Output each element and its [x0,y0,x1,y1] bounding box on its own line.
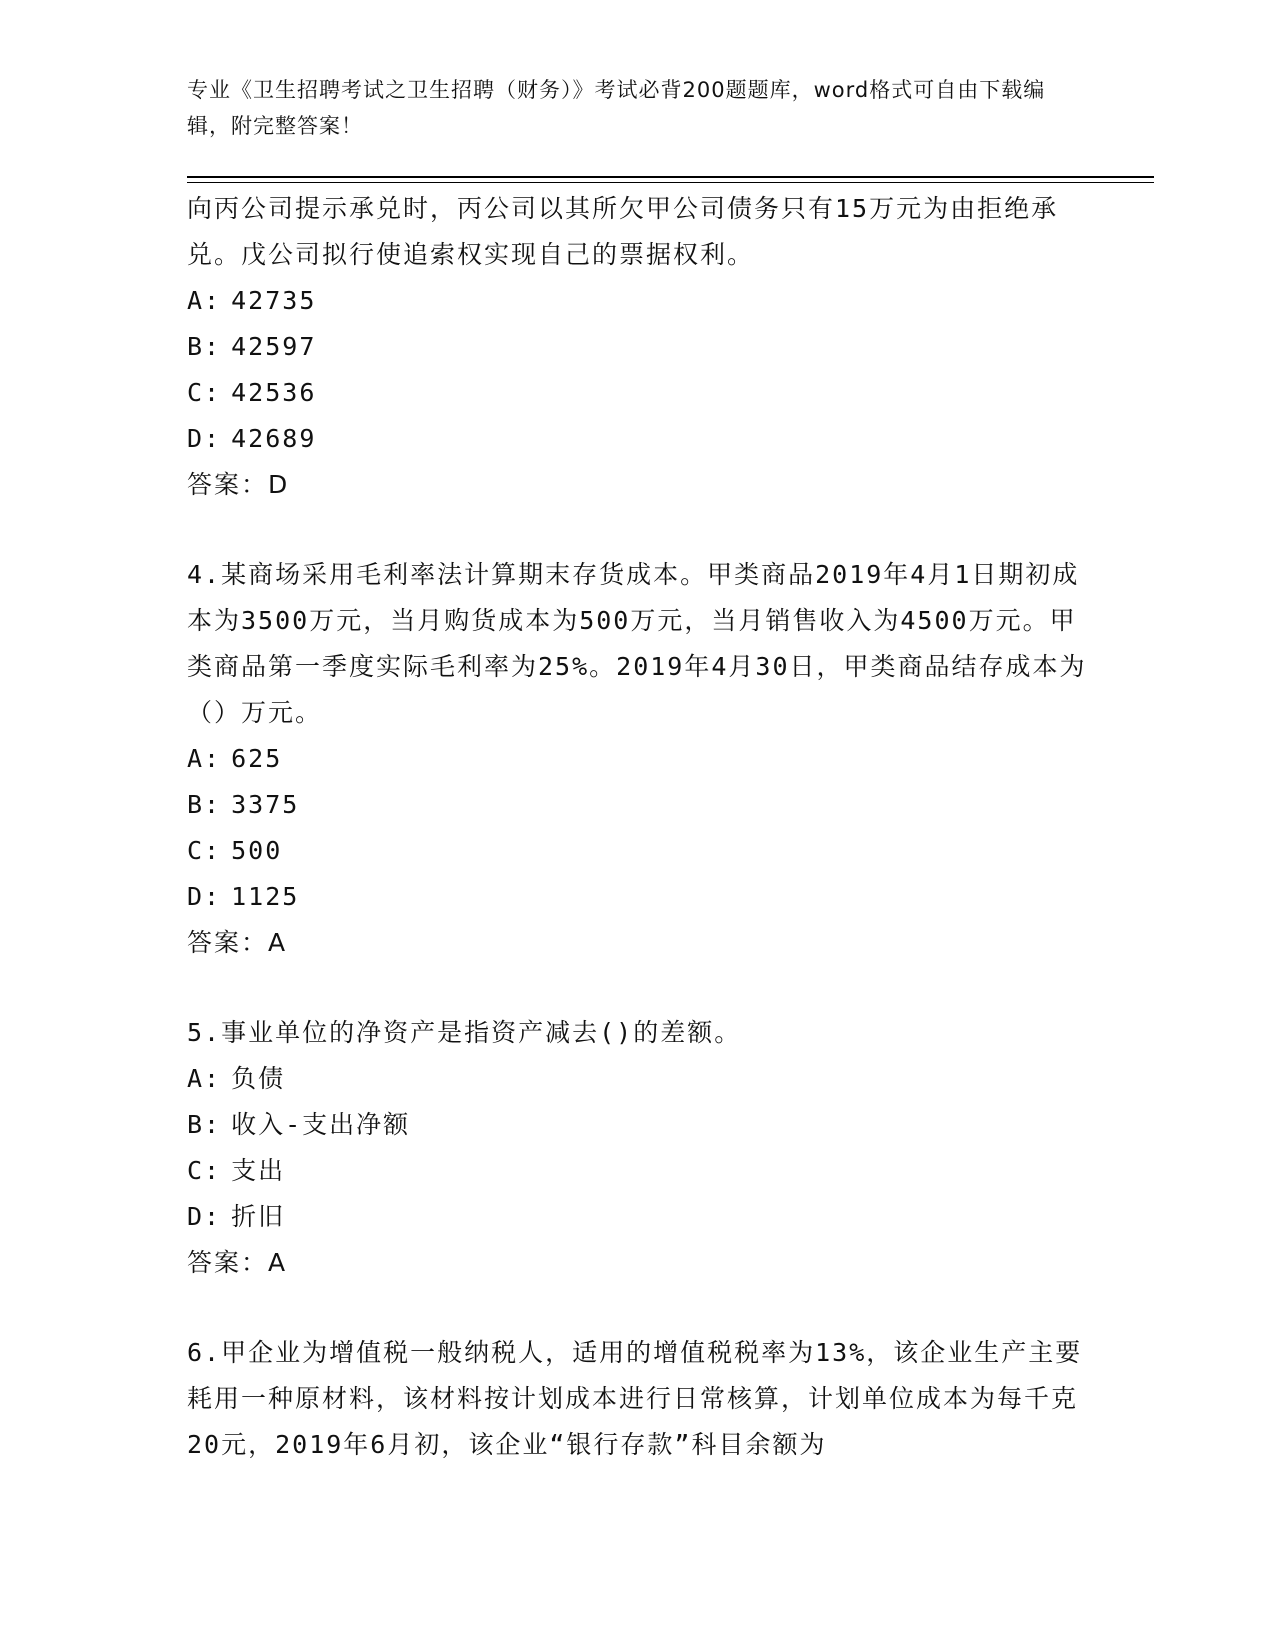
spacer [187,508,1087,552]
option-letter: C: [187,378,222,407]
question-block [187,1010,1087,1286]
spacer [187,966,1087,1010]
option-b [187,324,1087,370]
option-value: 42735 [231,286,317,315]
header-divider-thick [187,176,1154,178]
option-b [187,782,1087,828]
question-block [187,552,1087,966]
option-value: 收入-支出净额 [231,1110,411,1139]
question-text: 向丙公司提示承兑时，丙公司以其所欠甲公司债务只有15万元为由拒绝承兑。戊公司拟行使追索权实现自己的票据权利。 [187,194,1059,269]
option-letter: A: [187,1064,222,1093]
option-letter: B: [187,332,222,361]
question-block [187,186,1087,508]
question-block [187,1330,1087,1468]
option-a [187,736,1087,782]
option-letter: B: [187,1110,222,1139]
option-value: 3375 [231,790,300,819]
option-letter: C: [187,836,222,865]
question-text: 4.某商场采用毛利率法计算期末存货成本。甲类商品2019年4月1日期初成本为3500万元，当月购货成本为500万元，当月销售收入为4500万元。甲类商品第一季度实际毛利率为25%。2019年4月30日，甲类商品结存成本为（）万元。 [187,560,1087,727]
option-value: 42689 [231,424,317,453]
option-value: 500 [231,836,283,865]
option-a [187,1056,1087,1102]
option-c [187,1148,1087,1194]
question-text: 5.事业单位的净资产是指资产减去()的差额。 [187,1018,742,1047]
option-value: 42536 [231,378,317,407]
option-value: 支出 [231,1156,286,1185]
spacer [187,1286,1087,1330]
option-letter: D: [187,882,222,911]
option-value: 负债 [231,1064,286,1093]
option-d [187,416,1087,462]
page-header [187,72,1067,144]
option-value: 625 [231,744,283,773]
document-title: 专业《卫生招聘考试之卫生招聘（财务）》考试必背200题题库，word格式可自由下载编辑，附完整答案！ [187,78,1046,138]
question-list [187,186,1087,1468]
option-a [187,278,1087,324]
option-letter: A: [187,744,222,773]
option-letter: D: [187,424,222,453]
option-c [187,828,1087,874]
option-c [187,370,1087,416]
option-letter: C: [187,1156,222,1185]
option-value: 1125 [231,882,300,911]
header-divider-thin [187,182,1154,183]
option-d [187,874,1087,920]
option-letter: B: [187,790,222,819]
option-letter: D: [187,1202,222,1231]
option-b [187,1102,1087,1148]
option-d [187,1194,1087,1240]
option-value: 42597 [231,332,317,361]
option-value: 折旧 [231,1202,286,1231]
question-text: 6.甲企业为增值税一般纳税人，适用的增值税税率为13%，该企业生产主要耗用一种原材料，该材料按计划成本进行日常核算，计划单位成本为每千克20元，2019年6月初，该企业“银行存款”科目余额为 [187,1338,1083,1459]
answer-line: 答案：A [187,928,288,957]
answer-line: 答案：A [187,1248,288,1277]
answer-line: 答案：D [187,470,290,499]
option-letter: A: [187,286,222,315]
